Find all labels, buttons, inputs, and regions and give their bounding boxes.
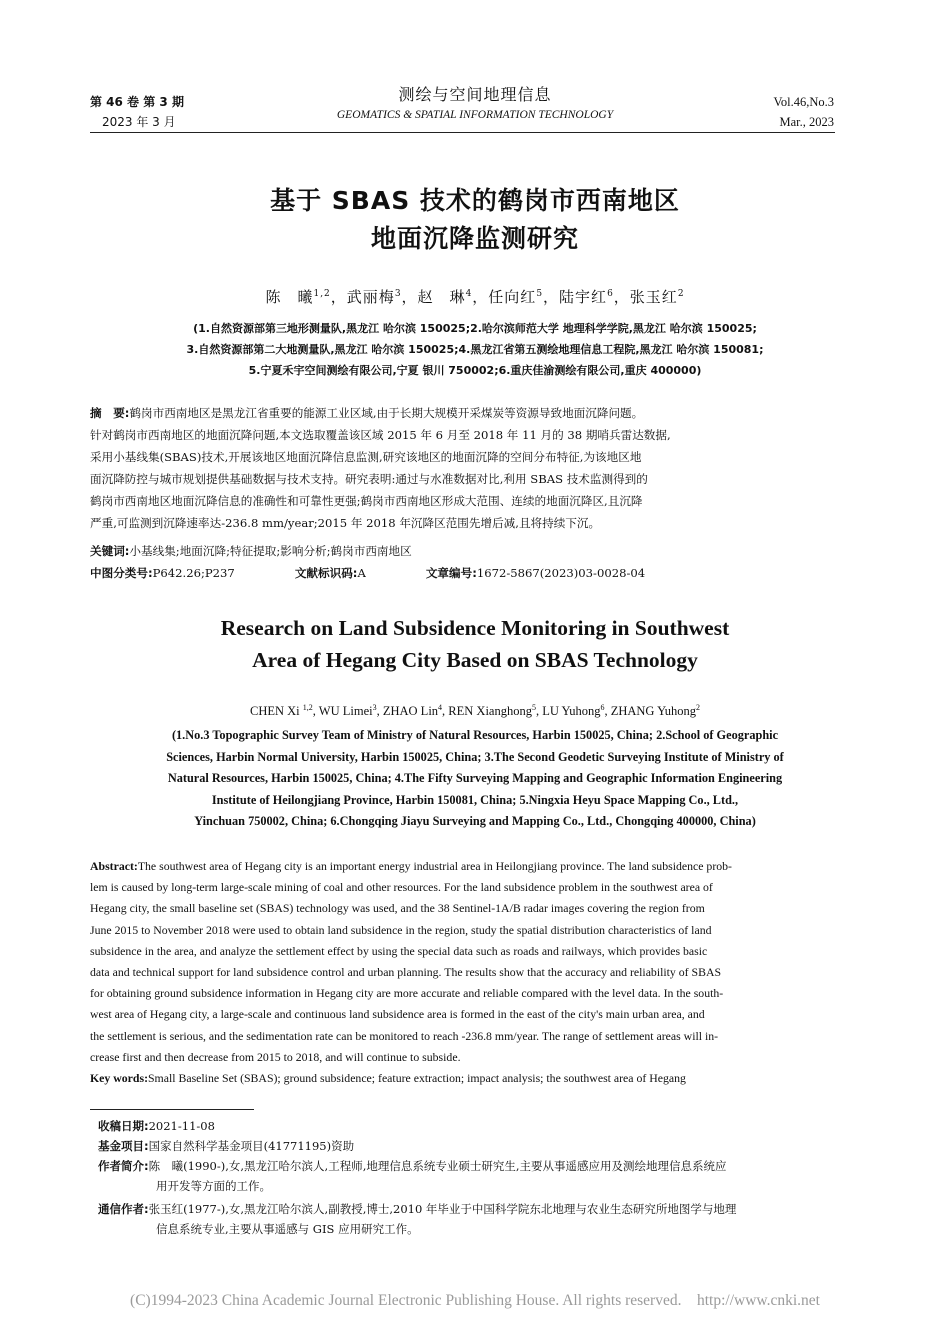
keywords-en-label: Key words: — [90, 1071, 148, 1086]
journal-name — [300, 84, 650, 124]
volume-issue-en: Vol.46,No.3 — [773, 95, 834, 109]
classification-cn — [90, 563, 645, 583]
abstract-en-line: crease first and then decrease from 2015 to 2018, and will continue to subside. — [90, 1049, 461, 1064]
footnote-rule — [90, 1109, 254, 1110]
title-cn-line: 基于 SBAS 技术的鹤岗市西南地区 — [270, 186, 680, 215]
affiliations-cn — [95, 318, 855, 381]
abstract-en-line: data and technical support for land subsidence control and urban planning. The results show that the accuracy and reliability of SBAS — [90, 965, 722, 980]
journal-name-cn: 测绘与空间地理信息 — [398, 85, 552, 104]
fund-text: 国家自然科学基金项目(41771195)资助 — [148, 1139, 355, 1153]
affiliation-cn-line: 5.宁夏禾宇空间测绘有限公司,宁夏 银川 750002;6.重庆佳渝测绘有限公司,重庆 400000) — [248, 364, 702, 377]
keywords-cn — [90, 541, 412, 561]
received-date: 2021-11-08 — [148, 1119, 215, 1133]
keywords-en-text: Small Baseline Set (SBAS); ground subsidence; feature extraction; impact analysis; the southwest area of Hegang — [148, 1071, 686, 1086]
corresponding-label: 通信作者: — [98, 1202, 149, 1216]
doc-code-label: 文献标识码: — [294, 566, 358, 580]
abstract-en-line: Hegang city, the small baseline set (SBAS) technology was used, and the 38 Sentinel-1A/B radar images covering the region from — [90, 901, 705, 916]
corresponding-line: 张玉红(1977-),女,黑龙江哈尔滨人,副教授,博士,2010 年毕业于中国科学院东北地理与农业生态研究所地图学与地理 — [148, 1202, 737, 1216]
abstract-cn-line: 采用小基线集(SBAS)技术,开展该地区地面沉降信息监测,研究该地区的地面沉降的空间分布特征,为该地区地 — [90, 450, 642, 464]
clc-label: 中图分类号: — [90, 566, 153, 580]
abstract-en-line: The southwest area of Hegang city is an important energy industrial area in Heilongjiang province. The land subsidence prob- — [137, 859, 732, 873]
doc-code-value: A — [357, 566, 366, 580]
abstract-cn-line: 鹤岗市西南地区地面沉降信息的准确性和可靠性更强;鹤岗市西南地区形成大范围、连续的地面沉降区,且沉降 — [90, 494, 643, 508]
title-cn-line: 地面沉降监测研究 — [370, 224, 579, 253]
corresponding-line: 信息系统专业,主要从事遥感与 GIS 应用研究工作。 — [156, 1222, 419, 1236]
affiliations-en — [95, 725, 855, 833]
date-cn: 2023 年 3 月 — [102, 115, 176, 129]
article-no-label: 文章编号: — [425, 566, 477, 580]
clc-value: P642.26;P237 — [152, 566, 235, 580]
author-bio-line: 用开发等方面的工作。 — [156, 1179, 271, 1193]
keywords-cn-text: 小基线集;地面沉降;特征提取;影响分析;鹤岗市西南地区 — [129, 544, 412, 558]
header-volume-en — [773, 92, 834, 132]
header-rule — [90, 132, 835, 133]
affiliation-en-line: Natural Resources, Harbin 150025, China; 4.The Fifty Surveying Mapping and Geographic Information Engineering — [167, 771, 783, 785]
abstract-cn-line: 鹤岗市西南地区是黑龙江省重要的能源工业区域,由于长期大规模开采煤炭等资源导致地面沉降问题。 — [129, 406, 644, 420]
abstract-en-line: west area of Hegang city, a large-scale and continuous land subsidence area is formed in the east of the city's main urban area, and — [90, 1007, 705, 1022]
article-no-value: 1672-5867(2023)03-0028-04 — [476, 566, 646, 580]
paper-title-en — [100, 612, 850, 676]
abstract-cn-line: 面沉降防控与城市规划提供基础数据与技术支持。研究表明:通过与水准数据对比,利用 SBAS 技术监测得到的 — [90, 472, 648, 486]
abstract-en-label: Abstract: — [90, 859, 138, 873]
abstract-en-line: the settlement is serious, and the sedimentation rate can be monitored to reach -236.8 mm/year. The range of settlement areas will in- — [90, 1028, 719, 1043]
received-label: 收稿日期: — [98, 1119, 149, 1133]
abstract-en-line: subsidence in the area, and analyze the settlement effect by using the special data such as roads and railways, which provides basic — [90, 943, 708, 958]
abstract-en-line: lem is caused by long-term large-scale mining of coal and other resources. For the land subsidence problem in the southwest area of — [90, 880, 713, 895]
affiliation-en-line: (1.No.3 Topographic Survey Team of Ministry of Natural Resources, Harbin 150025, China; 2.School of Geographic — [171, 728, 779, 742]
abstract-cn — [90, 402, 835, 534]
abstract-cn-label: 摘 要: — [90, 406, 130, 420]
keywords-cn-label: 关键词: — [90, 544, 130, 558]
copyright-watermark: (C)1994-2023 China Academic Journal Electronic Publishing House. All rights reserved. http://www.cnki.net — [130, 1292, 820, 1309]
affiliation-en-line: Sciences, Harbin Normal University, Harbin 150025, China; 3.The Second Geodetic Surveying Institute of Ministry of — [166, 749, 784, 764]
affiliation-en-line: Yinchuan 750002, China; 6.Chongqing Jiayu Surveying and Mapping Co., Ltd., Chongqing 400000, China) — [194, 814, 756, 828]
author-bio-line: 陈 曦(1990-),女,黑龙江哈尔滨人,工程师,地理信息系统专业硕士研究生,主要从事遥感应用及测绘地理信息系统应 — [148, 1159, 727, 1173]
paper-title-cn — [100, 182, 850, 258]
affiliation-cn-line: (1.自然资源部第三地形测量队,黑龙江 哈尔滨 150025;2.哈尔滨师范大学 地理科学学院,黑龙江 哈尔滨 150025; — [193, 322, 757, 335]
affiliation-cn-line: 3.自然资源部第二大地测量队,黑龙江 哈尔滨 150025;4.黑龙江省第五测绘地理信息工程院,黑龙江 哈尔滨 150081; — [186, 343, 764, 356]
authors-en: CHEN Xi $^{1,2}$, WU Limei$^3$, ZHAO Lin$^4$, REN Xianghong$^5$, LU Yuhong$^6$, ZHANG Yuhong$^2$ — [249, 703, 700, 719]
date-en: Mar., 2023 — [779, 115, 834, 129]
affiliation-en-line: Institute of Heilongjiang Province, Harbin 150081, China; 5.Ningxia Heyu Space Mapping Co., Ltd., — [211, 792, 739, 807]
abstract-en — [90, 856, 835, 1089]
journal-name-en: GEOMATICS & SPATIAL INFORMATION TECHNOLOGY — [336, 109, 614, 121]
abstract-cn-line: 针对鹤岗市西南地区的地面沉降问题,本文选取覆盖该区域 2015 年 6 月至 2018 年 11 月的 38 期哨兵雷达数据, — [90, 428, 671, 442]
authors-cn: 陈 曦$^{1,2}$，武丽梅$^3$，赵 琳$^4$，任向红$^5$，陆宇红$^6$，张玉红$^2$ — [265, 288, 685, 306]
abstract-cn-line: 严重,可监测到沉降速率达-236.8 mm/year;2015 年 2018 年沉降区范围先增后减,且将持续下沉。 — [90, 516, 601, 530]
volume-issue-cn: 第 46 卷 第 3 期 — [90, 95, 184, 109]
header-volume-cn — [90, 92, 184, 132]
author-bio-label: 作者简介: — [98, 1159, 149, 1173]
footnotes — [98, 1116, 843, 1239]
abstract-en-line: June 2015 to November 2018 were used to obtain land subsidence in the region, study the spatial distribution characteristics of land — [90, 922, 712, 937]
abstract-en-line: for obtaining ground subsidence information in Hegang city are more accurate and reliable compared with the level data. In the south- — [90, 986, 724, 1001]
fund-label: 基金项目: — [98, 1139, 149, 1153]
title-en-line: Area of Hegang City Based on SBAS Technology — [252, 648, 698, 672]
title-en-line: Research on Land Subsidence Monitoring in Southwest — [220, 616, 730, 640]
